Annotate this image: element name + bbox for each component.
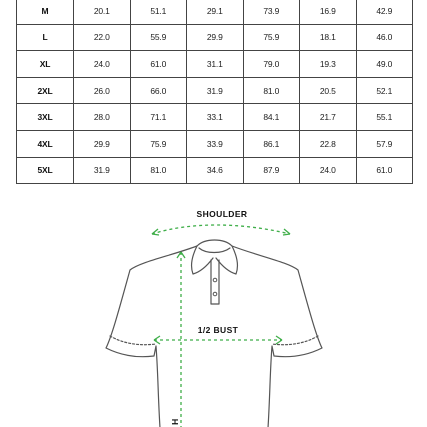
table-cell: 29.9 <box>187 24 244 51</box>
table-cell: 66.0 <box>130 77 187 104</box>
polo-shirt-diagram <box>0 196 427 427</box>
table-cell: 86.1 <box>243 130 300 157</box>
table-cell: 21.7 <box>300 104 357 131</box>
table-row <box>17 0 413 24</box>
table-cell: 61.0 <box>356 157 413 184</box>
size-label: L <box>17 24 74 51</box>
table-cell: 20.5 <box>300 77 357 104</box>
shoulder-label: SHOULDER <box>196 209 248 219</box>
table-row <box>17 51 413 78</box>
table-row <box>17 77 413 104</box>
shoulder-measure-line <box>152 225 290 234</box>
table-cell: 31.1 <box>187 51 244 78</box>
table-cell: 22.8 <box>300 130 357 157</box>
table-cell: 57.9 <box>356 130 413 157</box>
table-cell: 51.1 <box>130 0 187 24</box>
table-row <box>17 24 413 51</box>
bust-label: 1/2 BUST <box>197 325 239 335</box>
height-label: H <box>170 418 180 426</box>
table-cell: 79.0 <box>243 51 300 78</box>
table-cell: 22.0 <box>74 24 131 51</box>
table-cell: 20.1 <box>74 0 131 24</box>
table-cell: 24.0 <box>300 157 357 184</box>
table-cell: 71.1 <box>130 104 187 131</box>
table-cell: 61.0 <box>130 51 187 78</box>
size-chart-table <box>16 0 413 184</box>
size-label: 4XL <box>17 130 74 157</box>
table-cell: 75.9 <box>130 130 187 157</box>
table-cell: 34.6 <box>187 157 244 184</box>
table-cell: 31.9 <box>74 157 131 184</box>
table-cell: 16.9 <box>300 0 357 24</box>
table-cell: 42.9 <box>356 0 413 24</box>
button-icon <box>213 278 217 282</box>
table-cell: 46.0 <box>356 24 413 51</box>
table-cell: 31.9 <box>187 77 244 104</box>
table-cell: 81.0 <box>243 77 300 104</box>
table-cell: 84.1 <box>243 104 300 131</box>
table-cell: 28.0 <box>74 104 131 131</box>
table-cell: 55.1 <box>356 104 413 131</box>
table-cell: 29.1 <box>187 0 244 24</box>
table-cell: 87.9 <box>243 157 300 184</box>
table-cell: 75.9 <box>243 24 300 51</box>
table-cell: 29.9 <box>74 130 131 157</box>
button-icon <box>213 292 217 296</box>
table-cell: 26.0 <box>74 77 131 104</box>
size-label: 2XL <box>17 77 74 104</box>
size-label: XL <box>17 51 74 78</box>
table-cell: 19.3 <box>300 51 357 78</box>
size-label: 5XL <box>17 157 74 184</box>
table-cell: 52.1 <box>356 77 413 104</box>
table-row <box>17 157 413 184</box>
table-cell: 33.9 <box>187 130 244 157</box>
table-cell: 18.1 <box>300 24 357 51</box>
table-cell: 33.1 <box>187 104 244 131</box>
table-cell: 49.0 <box>356 51 413 78</box>
table-row <box>17 104 413 131</box>
size-label: M <box>17 0 74 24</box>
table-row <box>17 130 413 157</box>
table-cell: 24.0 <box>74 51 131 78</box>
table-cell: 73.9 <box>243 0 300 24</box>
table-cell: 55.9 <box>130 24 187 51</box>
table-cell: 81.0 <box>130 157 187 184</box>
size-label: 3XL <box>17 104 74 131</box>
